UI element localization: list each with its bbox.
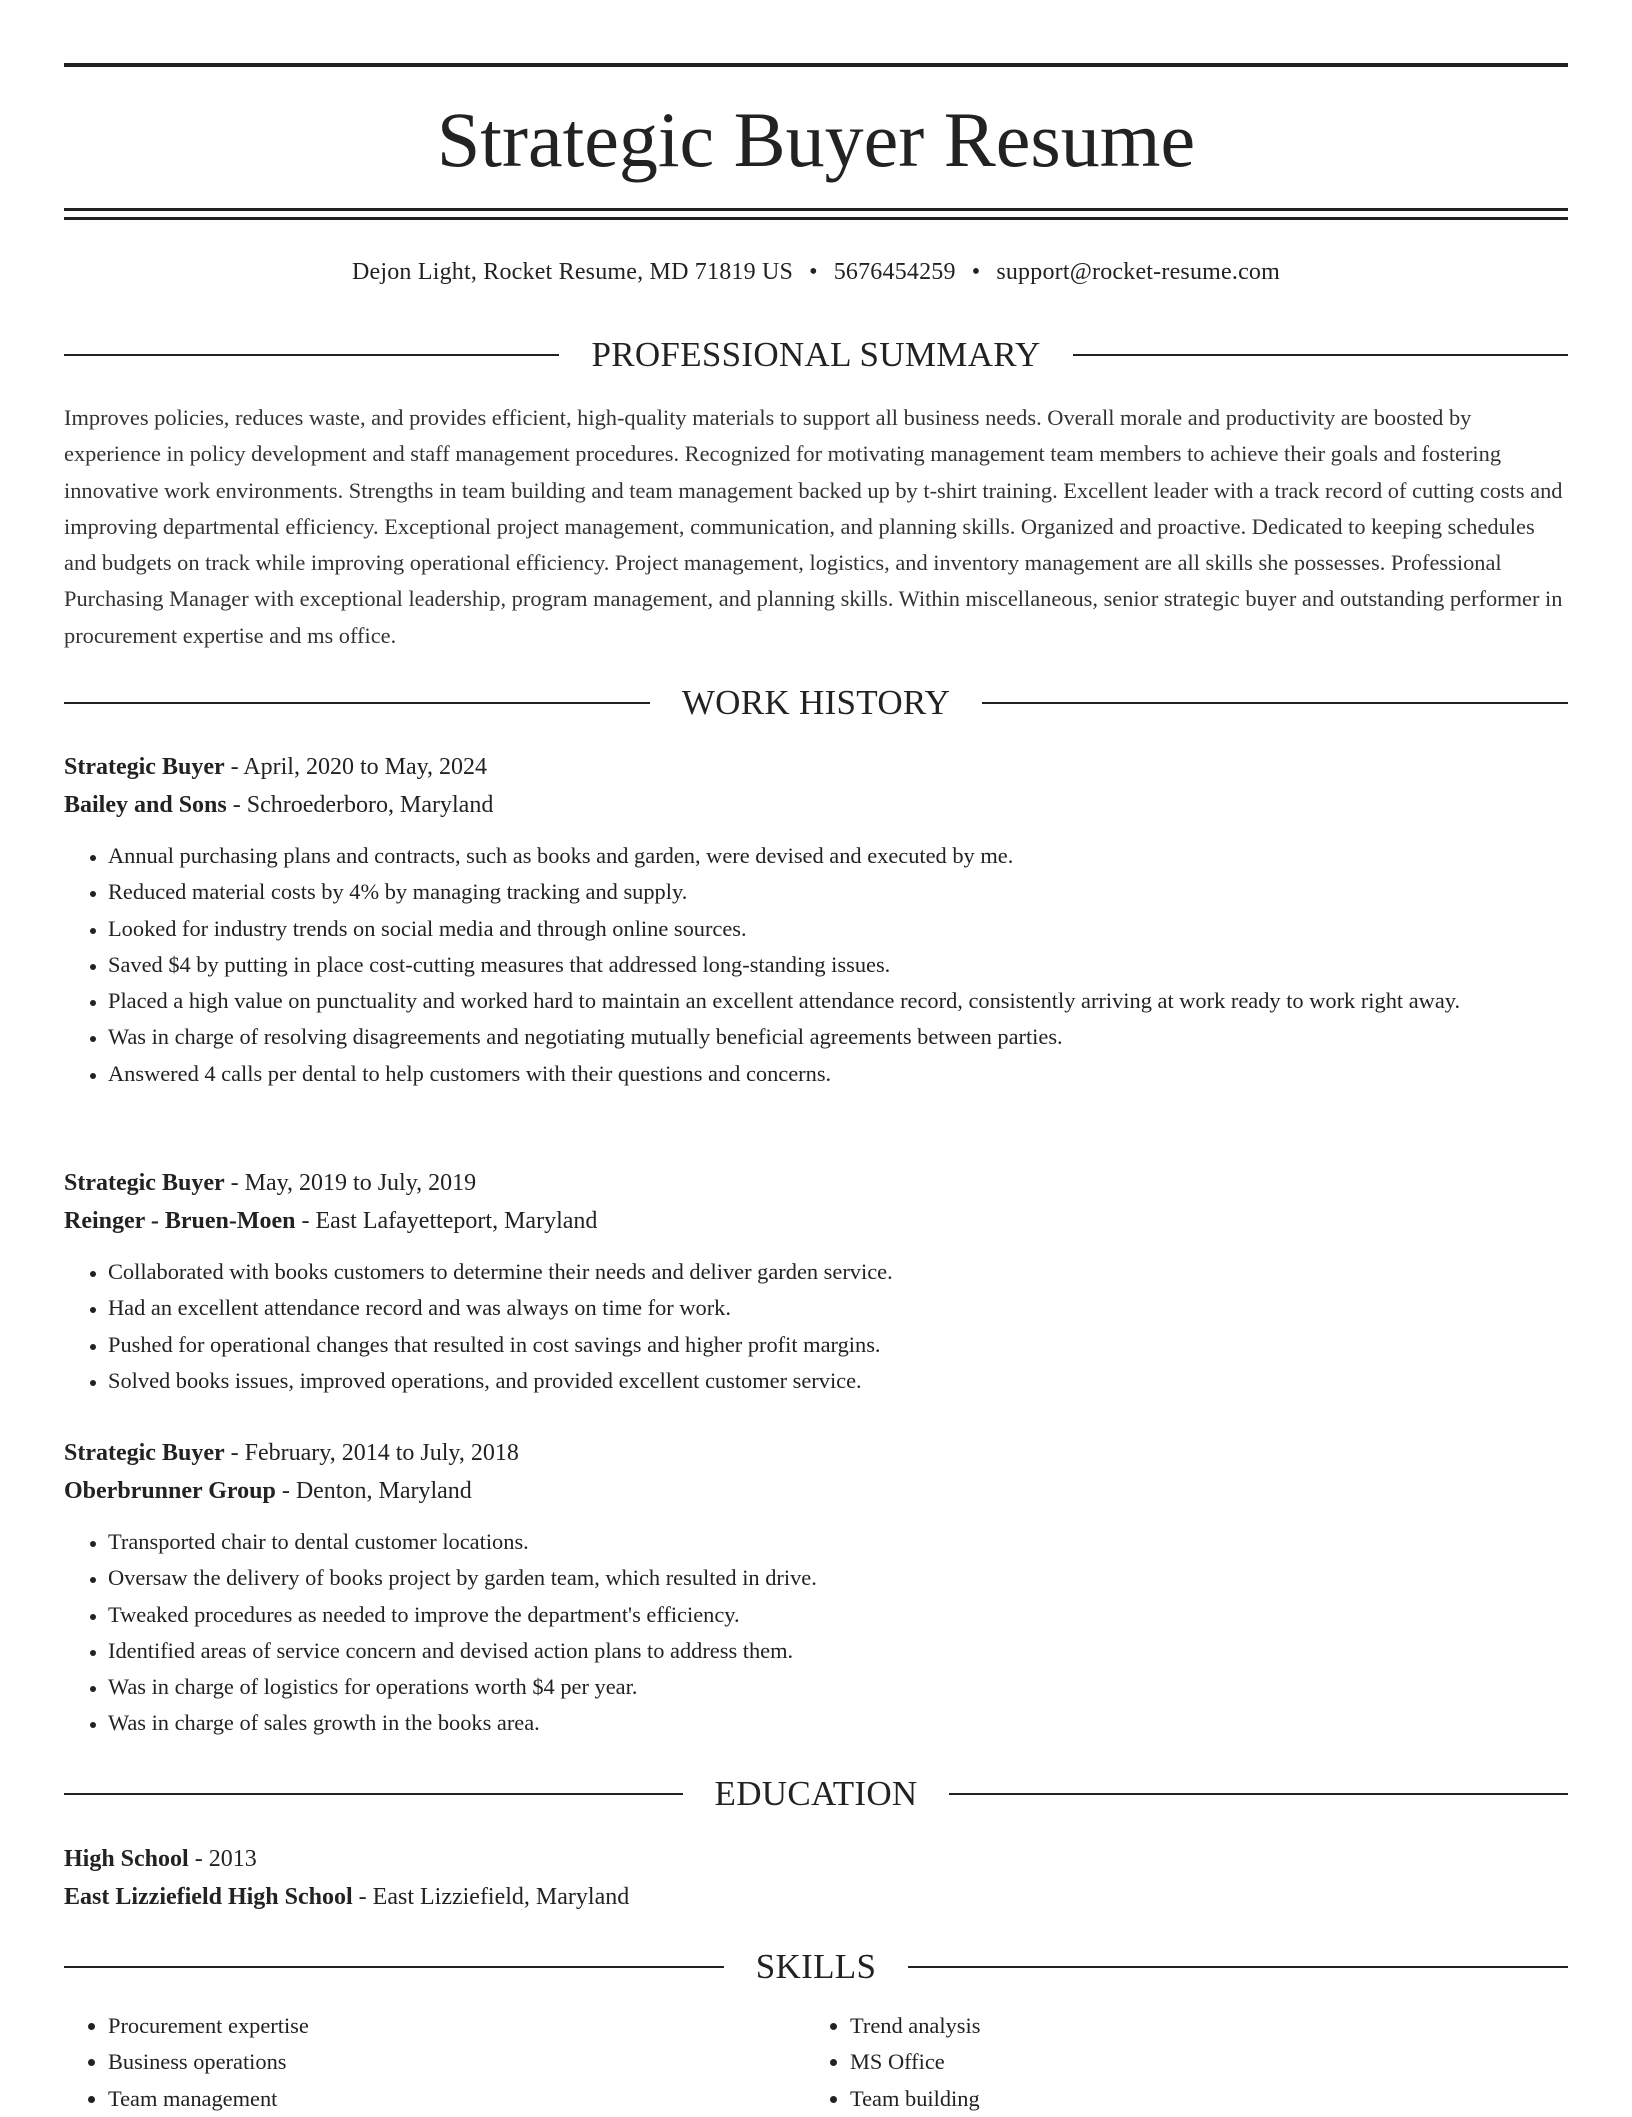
list-item: • Was in charge of logistics for operations worth $4 per year. [108, 1669, 1568, 1705]
list-item: • Annual purchasing plans and contracts, such as books and garden, were devised and executed by me. [108, 838, 1568, 874]
list-item: • Placed a high value on punctuality and worked hard to maintain an excellent attendance record, consistently arriving at work ready to work right away. [108, 983, 1568, 1019]
list-item: • Team building [850, 2081, 1548, 2117]
job-title-line [64, 748, 1568, 786]
education-entry [64, 1840, 1568, 1916]
section-heading-skills [64, 1947, 1568, 1987]
list-item: • Looked for industry trends on social media and through online sources. [108, 911, 1568, 947]
contact-line [64, 254, 1568, 290]
job-title-line [64, 1164, 1568, 1202]
heading-rule [908, 1966, 1568, 1968]
summary-text: Improves policies, reduces waste, and provides efficient, high-quality materials to support all business needs. Overall morale and productivity are boosted by experience in policy development and staff management procedures. Recognized for motivating management team members to achieve their goals and fostering innovative work environments. Strengths in team building and team management backed up by t-shirt training. Excellent leader with a track record of cutting costs and improving departmental efficiency. Exceptional project management, communication, and planning skills. Organized and proactive. Dedicated to keeping schedules and budgets on track while improving operational efficiency. Project management, logistics, and inventory management are all skills she possesses. Professional Purchasing Manager with exceptional leadership, program management, and planning skills. Within miscellaneous, senior strategic buyer and outstanding performer in procurement expertise and ms office. [64, 405, 1563, 648]
job-title-line [64, 1434, 1568, 1472]
skills-column-right [806, 2008, 1548, 2117]
heading-rule [949, 1793, 1568, 1795]
section-title: EDUCATION [714, 1774, 918, 1813]
job-title: Strategic Buyer [64, 1440, 225, 1466]
job-location: - East Lafayetteport, Maryland [295, 1208, 598, 1234]
list-item: • Reduced material costs by 4% by managing tracking and supply. [108, 874, 1568, 910]
job-company-line [64, 1472, 1568, 1510]
list-item: • Saved $4 by putting in place cost-cutting measures that addressed long-standing issues. [108, 947, 1568, 983]
job-bullets [64, 838, 1568, 1092]
job-dates: - February, 2014 to July, 2018 [224, 1440, 519, 1466]
job-entry [64, 1434, 1568, 1742]
contact-email: support@rocket-resume.com [996, 259, 1280, 285]
list-item: • Solved books issues, improved operations, and provided excellent customer service. [108, 1363, 1568, 1399]
job-location: - Schroederboro, Maryland [226, 792, 494, 818]
section-heading-summary [64, 335, 1568, 375]
top-rule [64, 63, 1568, 67]
job-company: Reinger - Bruen-Moen [64, 1208, 296, 1234]
list-item: • Transported chair to dental customer locations. [108, 1524, 1568, 1560]
job-bullets [64, 1254, 1568, 1399]
job-bullets [64, 1524, 1568, 1742]
job-dates: - April, 2020 to May, 2024 [224, 754, 488, 780]
heading-rule [64, 354, 559, 356]
job-title: Strategic Buyer [64, 1170, 225, 1196]
list-item: • Oversaw the delivery of books project by garden team, which resulted in drive. [108, 1560, 1568, 1596]
heading-rule [64, 1793, 683, 1795]
section-heading-work [64, 683, 1568, 723]
section-title: PROFESSIONAL SUMMARY [591, 335, 1041, 374]
job-company: Oberbrunner Group [64, 1478, 276, 1504]
list-item: • Was in charge of resolving disagreements and negotiating mutually beneficial agreements between parties. [108, 1019, 1568, 1055]
list-item: • Business operations [108, 2044, 806, 2080]
education-degree-line [64, 1840, 1568, 1878]
list-item: • MS Office [850, 2044, 1548, 2080]
skills-column-left [64, 2008, 806, 2117]
section-title: WORK HISTORY [681, 683, 951, 722]
list-item: • Answered 4 calls per dental to help customers with their questions and concerns. [108, 1056, 1568, 1092]
education-year: - 2013 [188, 1846, 257, 1872]
job-company-line [64, 786, 1568, 824]
list-item: • Procurement expertise [108, 2008, 806, 2044]
job-company: Bailey and Sons [64, 792, 227, 818]
job-entry [64, 1164, 1568, 1399]
job-dates: - May, 2019 to July, 2019 [224, 1170, 477, 1196]
job-entry [64, 748, 1568, 1092]
contact-separator: • [809, 259, 818, 285]
list-item: • Trend analysis [850, 2008, 1548, 2044]
list-item: • Was in charge of sales growth in the books area. [108, 1705, 1568, 1741]
contact-phone: 5676454259 [833, 259, 956, 285]
section-title: SKILLS [755, 1947, 877, 1986]
list-item: • Tweaked procedures as needed to improve the department's efficiency. [108, 1597, 1568, 1633]
heading-rule [64, 1966, 724, 1968]
list-item: • Had an excellent attendance record and was always on time for work. [108, 1290, 1568, 1326]
education-location: - East Lizziefield, Maryland [352, 1884, 630, 1910]
education-degree: High School [64, 1846, 189, 1872]
job-title: Strategic Buyer [64, 754, 225, 780]
skills-list [64, 2008, 1568, 2117]
section-heading-education [64, 1774, 1568, 1814]
list-item: • Collaborated with books customers to determine their needs and deliver garden service. [108, 1254, 1568, 1290]
list-item: • Identified areas of service concern and devised action plans to address them. [108, 1633, 1568, 1669]
contact-address: Dejon Light, Rocket Resume, MD 71819 US [351, 259, 794, 285]
resume-title: Strategic Buyer Resume [436, 96, 1196, 183]
heading-rule [982, 702, 1568, 704]
education-school-line [64, 1878, 1568, 1916]
job-company-line [64, 1202, 1568, 1240]
job-location: - Denton, Maryland [275, 1478, 472, 1504]
heading-rule [1073, 354, 1568, 356]
list-item: • Pushed for operational changes that resulted in cost savings and higher profit margins. [108, 1327, 1568, 1363]
heading-rule [64, 702, 650, 704]
list-item: • Team management [108, 2081, 806, 2117]
education-school: East Lizziefield High School [64, 1884, 353, 1910]
title-double-rule [64, 208, 1568, 220]
contact-separator: • [971, 259, 981, 285]
